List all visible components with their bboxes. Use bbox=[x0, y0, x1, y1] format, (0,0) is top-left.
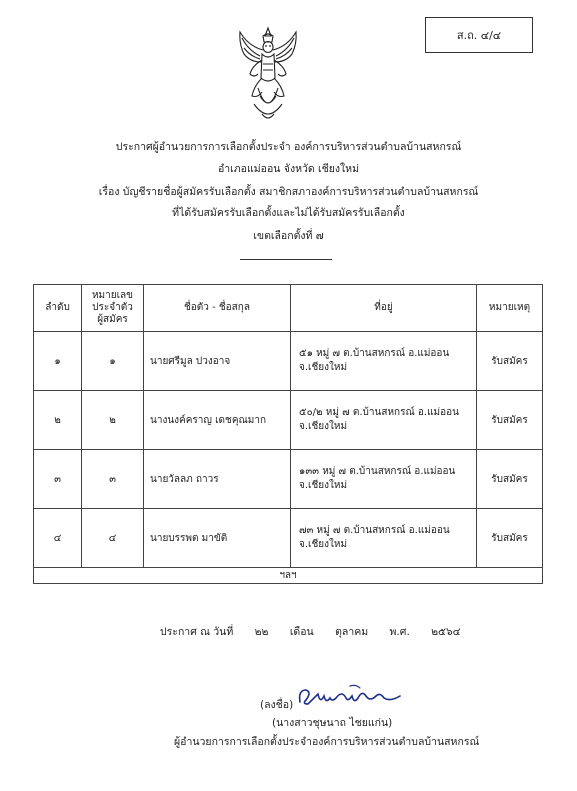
announcement-date bbox=[160, 623, 479, 640]
cell-address bbox=[291, 391, 477, 450]
date-year: ๒๕๖๔ bbox=[431, 626, 461, 638]
heading-line-3: เรื่อง บัญชีรายชื่อผู้สมัครรับเลือกตั้ง สมาชิกสภาองค์การบริหารส่วนตำบลบ้านสหกรณ์ bbox=[98, 186, 479, 198]
heading-line-1: ประกาศผู้อำนวยการการเลือกตั้งประจำ องค์การบริหารส่วนตำบลบ้านสหกรณ์ bbox=[115, 141, 462, 153]
table-etc-row bbox=[34, 568, 543, 584]
header-order: ลำดับ bbox=[34, 285, 82, 332]
cell-number: ๓ bbox=[82, 450, 144, 509]
header-address: ที่อยู่ bbox=[291, 285, 477, 332]
table-header-row bbox=[34, 285, 543, 332]
table-row bbox=[34, 391, 543, 450]
date-year-label: พ.ศ. bbox=[389, 626, 410, 638]
date-month-label: เดือน bbox=[289, 626, 314, 638]
cell-number: ๒ bbox=[82, 391, 144, 450]
form-code-box bbox=[425, 17, 533, 53]
cell-address bbox=[291, 450, 477, 509]
address-line-1: ๑๓๓ หมู่ ๗ ต.บ้านสหกรณ์ อ.แม่ออน bbox=[299, 466, 456, 477]
cell-order: ๔ bbox=[34, 509, 82, 568]
cell-address bbox=[291, 332, 477, 391]
heading-line-5: เขตเลือกตั้งที่ ๗ bbox=[253, 230, 324, 242]
table-row bbox=[34, 450, 543, 509]
cell-name: นายศรีมูล ปวงอาจ bbox=[144, 332, 291, 391]
cell-order: ๒ bbox=[34, 391, 82, 450]
handwritten-signature bbox=[296, 680, 404, 714]
signer-name: (นางสาวชุษนาถ ไชยแก่น) bbox=[272, 717, 393, 729]
header-name: ชื่อตัว - ชื่อสกุล bbox=[144, 285, 291, 332]
table-row bbox=[34, 332, 543, 391]
candidates-table bbox=[33, 284, 543, 584]
address-line-1: ๕๐/๒ หมู่ ๗ ต.บ้านสหกรณ์ อ.แม่ออน bbox=[299, 407, 459, 418]
signed-label: (ลงชื่อ) bbox=[260, 699, 294, 711]
cell-number: ๑ bbox=[82, 332, 144, 391]
cell-remark: รับสมัคร bbox=[477, 332, 543, 391]
cell-order: ๓ bbox=[34, 450, 82, 509]
address-line-1: ๕๑ หมู่ ๗ ต.บ้านสหกรณ์ อ.แม่ออน bbox=[299, 348, 450, 359]
cell-remark: รับสมัคร bbox=[477, 509, 543, 568]
header-number bbox=[82, 285, 144, 332]
heading-line-4: ที่ได้รับสมัครรับเลือกตั้งและไม่ได้รับสมัครรับเลือกตั้ง bbox=[172, 207, 405, 219]
header-number-line-1: หมายเลข bbox=[91, 290, 134, 301]
cell-name: นางนงค์คราญ เดชคุณมาก bbox=[144, 391, 291, 450]
header-number-line-2: ประจำตัว bbox=[92, 302, 133, 313]
cell-remark: รับสมัคร bbox=[477, 450, 543, 509]
header-number-line-3: ผู้สมัคร bbox=[97, 314, 128, 325]
address-line-2: จ.เชียงใหม่ bbox=[299, 539, 348, 550]
date-day: ๒๒ bbox=[254, 626, 269, 638]
cell-name: นายวัลลภ ถาวร bbox=[144, 450, 291, 509]
cell-name: นายบรรพต มาขัติ bbox=[144, 509, 291, 568]
date-prefix: ประกาศ ณ วันที่ bbox=[160, 626, 234, 638]
garuda-emblem-icon bbox=[232, 26, 304, 126]
signer-title: ผู้อำนวยการการเลือกตั้งประจำองค์การบริหารส่วนตำบลบ้านสหกรณ์ bbox=[174, 736, 480, 748]
etc-cell: ฯลฯ bbox=[34, 568, 543, 584]
address-line-2: จ.เชียงใหม่ bbox=[299, 421, 348, 432]
address-line-2: จ.เชียงใหม่ bbox=[299, 362, 348, 373]
heading-line-2: อำเภอแม่ออน จังหวัด เชียงใหม่ bbox=[217, 163, 360, 175]
address-line-1: ๗๓ หมู่ ๗ ต.บ้านสหกรณ์ อ.แม่ออน bbox=[299, 525, 450, 536]
heading-divider bbox=[240, 259, 332, 260]
header-remark: หมายเหตุ bbox=[477, 285, 543, 332]
form-code: ส.ถ. ๔/๔ bbox=[456, 29, 502, 42]
cell-number: ๔ bbox=[82, 509, 144, 568]
table-row bbox=[34, 509, 543, 568]
cell-remark: รับสมัคร bbox=[477, 391, 543, 450]
address-line-2: จ.เชียงใหม่ bbox=[299, 480, 348, 491]
cell-order: ๑ bbox=[34, 332, 82, 391]
cell-address bbox=[291, 509, 477, 568]
date-month: ตุลาคม bbox=[335, 626, 369, 638]
